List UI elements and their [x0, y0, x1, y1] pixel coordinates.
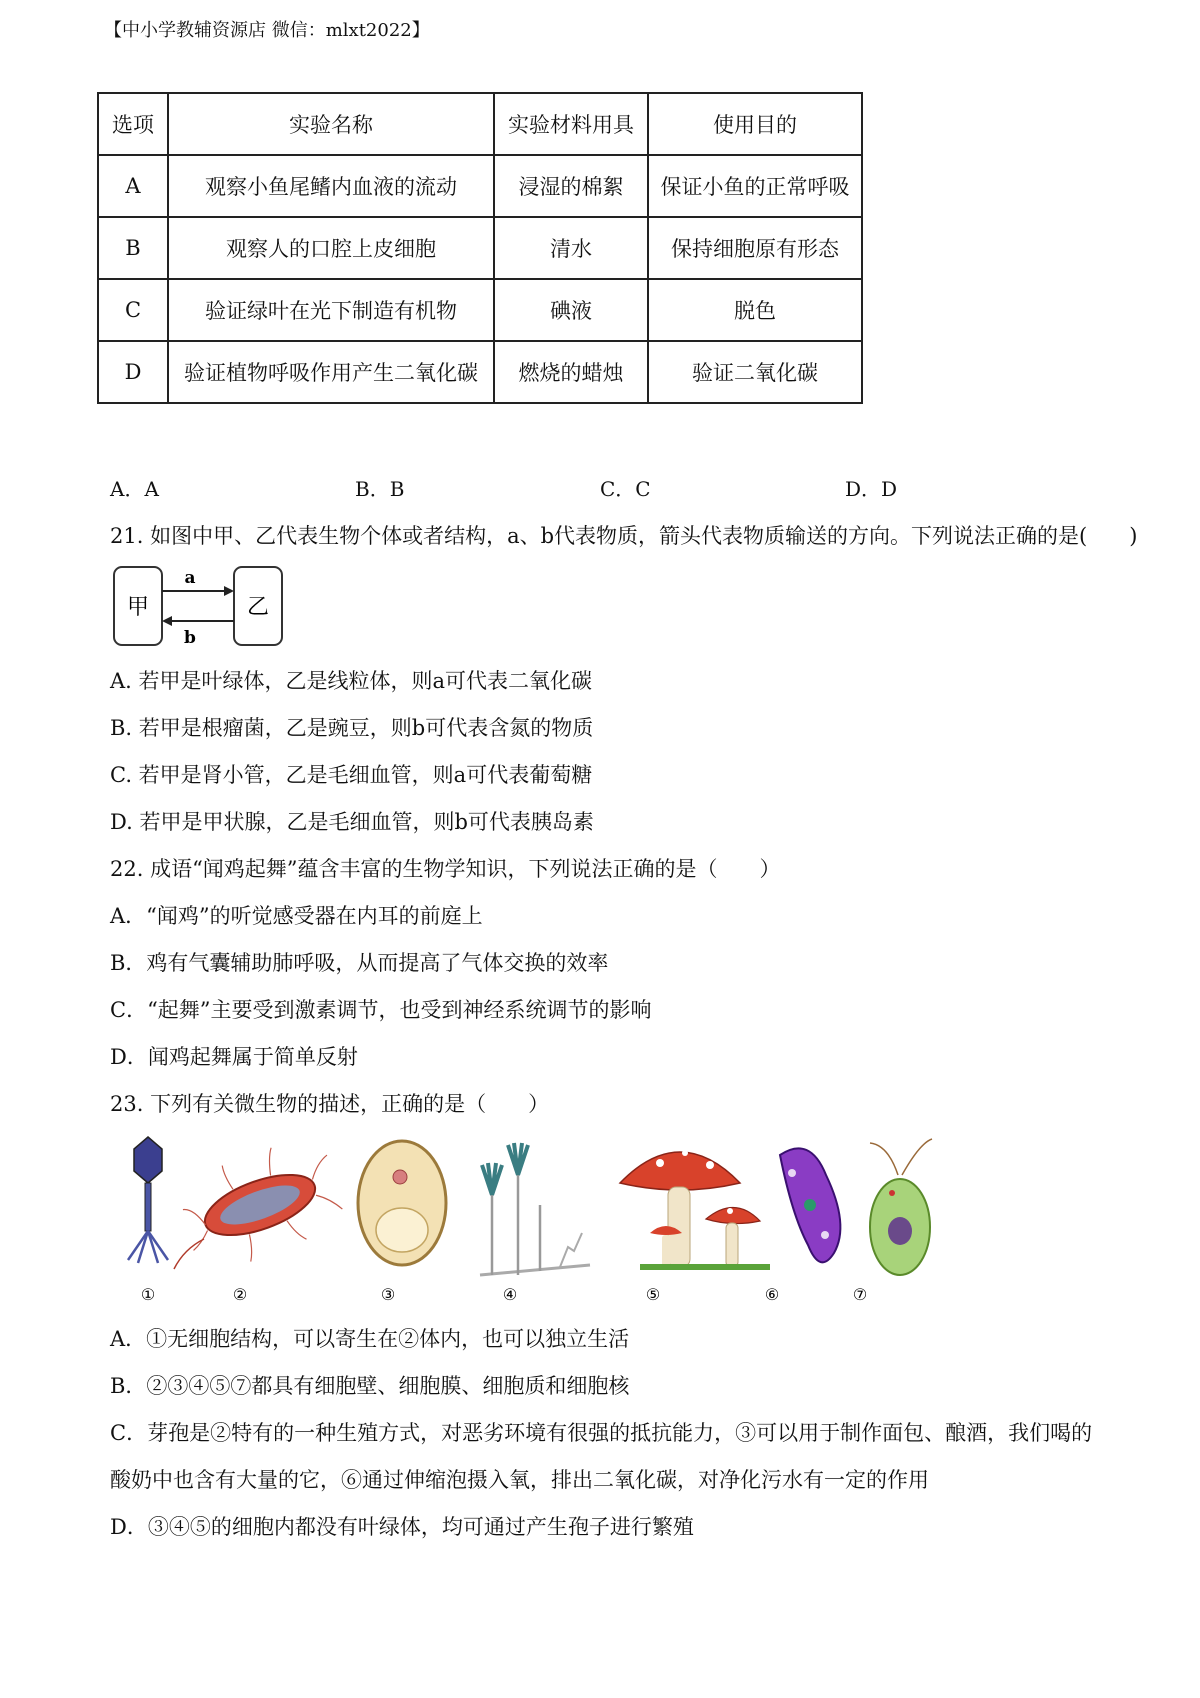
arrow-a-head	[224, 586, 234, 596]
bacterium-icon	[170, 1135, 353, 1279]
paramecium-icon	[780, 1148, 840, 1262]
q23-option-c: C．芽孢是②特有的一种生殖方式，对恶劣环境有很强的抵抗能力，③可以用于制作面包、酿酒，我们喝的	[110, 1421, 1093, 1445]
experiment-table	[97, 92, 863, 404]
microorganism-figure	[120, 1135, 940, 1310]
q20-option-d: D．D	[845, 477, 898, 501]
table-cell: 燃烧的蜡烛	[494, 341, 648, 403]
penicillium-icon	[480, 1143, 590, 1275]
table-cell: 浸湿的棉絮	[494, 155, 648, 217]
figure-label: ①	[140, 1285, 156, 1304]
yeast-cell-icon	[358, 1141, 446, 1265]
table-row	[98, 279, 862, 341]
q21-stem: 21. 如图中甲、乙代表生物个体或者结构，a、b代表物质，箭头代表物质输送的方向。下列说法正确的是( )	[110, 524, 1138, 548]
figure-label: ⑦	[852, 1285, 868, 1304]
q21-option-d: D. 若甲是甲状腺，乙是毛细血管，则b可代表胰岛素	[110, 810, 594, 834]
figure-label: ⑥	[764, 1285, 780, 1304]
table-cell: 验证植物呼吸作用产生二氧化碳	[168, 341, 494, 403]
q23-stem: 23. 下列有关微生物的描述，正确的是（ ）	[110, 1092, 550, 1116]
arrow-b-head	[162, 616, 172, 626]
figure-label: ②	[232, 1285, 248, 1304]
table-header-row	[98, 93, 862, 155]
table-cell: 观察小鱼尾鳍内血液的流动	[168, 155, 494, 217]
header-text: 【中小学教辅资源店 微信：mlxt2022】	[104, 20, 430, 41]
q22-stem: 22. 成语“闻鸡起舞”蕴含丰富的生物学知识，下列说法正确的是（ ）	[110, 857, 781, 881]
table-cell: B	[98, 217, 168, 279]
q23-option-c-continued: 酸奶中也含有大量的它，⑥通过伸缩泡摄入氧，排出二氧化碳，对净化污水有一定的作用	[110, 1468, 929, 1492]
transport-diagram	[110, 563, 286, 649]
table-cell: 验证绿叶在光下制造有机物	[168, 279, 494, 341]
table-cell: D	[98, 341, 168, 403]
table-header-cell: 实验材料用具	[494, 93, 648, 155]
table-cell: 观察人的口腔上皮细胞	[168, 217, 494, 279]
table-cell: 保证小鱼的正常呼吸	[648, 155, 862, 217]
q23-option-a: A．①无细胞结构，可以寄生在②体内，也可以独立生活	[110, 1327, 630, 1351]
label-yi: 乙	[246, 595, 270, 620]
table-cell: 保持细胞原有形态	[648, 217, 862, 279]
table-cell: C	[98, 279, 168, 341]
q23-option-d: D．③④⑤的细胞内都没有叶绿体，均可通过产生孢子进行繁殖	[110, 1515, 694, 1539]
q21-option-b: B. 若甲是根瘤菌，乙是豌豆，则b可代表含氮的物质	[110, 716, 594, 740]
chlamydomonas-icon	[870, 1139, 932, 1275]
label-jia: 甲	[126, 595, 150, 620]
q23-option-b: B．②③④⑤⑦都具有细胞壁、细胞膜、细胞质和细胞核	[110, 1374, 630, 1398]
table-header-cell: 实验名称	[168, 93, 494, 155]
q21-option-a: A. 若甲是叶绿体，乙是线粒体，则a可代表二氧化碳	[110, 669, 593, 693]
table-cell: 碘液	[494, 279, 648, 341]
q22-option-a: A．“闻鸡”的听觉感受器在内耳的前庭上	[110, 904, 483, 928]
q22-option-b: B．鸡有气囊辅助肺呼吸，从而提高了气体交换的效率	[110, 951, 609, 975]
q20-option-c: C．C	[600, 477, 651, 501]
table-cell: 脱色	[648, 279, 862, 341]
table-header-cell: 使用目的	[648, 93, 862, 155]
label-b: b	[184, 628, 196, 648]
table-header-cell: 选项	[98, 93, 168, 155]
table-cell: 验证二氧化碳	[648, 341, 862, 403]
figure-label: ③	[380, 1285, 396, 1304]
bacteriophage-icon	[128, 1137, 168, 1263]
table-row	[98, 217, 862, 279]
mushroom-icon	[620, 1150, 770, 1267]
table-cell: A	[98, 155, 168, 217]
q20-option-a: A．A	[110, 477, 159, 501]
label-a: a	[184, 568, 196, 588]
q21-option-c: C. 若甲是肾小管，乙是毛细血管，则a可代表葡萄糖	[110, 763, 593, 787]
figure-label: ④	[502, 1285, 518, 1304]
table-row	[98, 155, 862, 217]
table-row	[98, 341, 862, 403]
table-cell: 清水	[494, 217, 648, 279]
figure-label: ⑤	[645, 1285, 661, 1304]
q22-option-d: D．闻鸡起舞属于简单反射	[110, 1045, 358, 1069]
q20-option-b: B．B	[355, 477, 405, 501]
q22-option-c: C．“起舞”主要受到激素调节，也受到神经系统调节的影响	[110, 998, 652, 1022]
